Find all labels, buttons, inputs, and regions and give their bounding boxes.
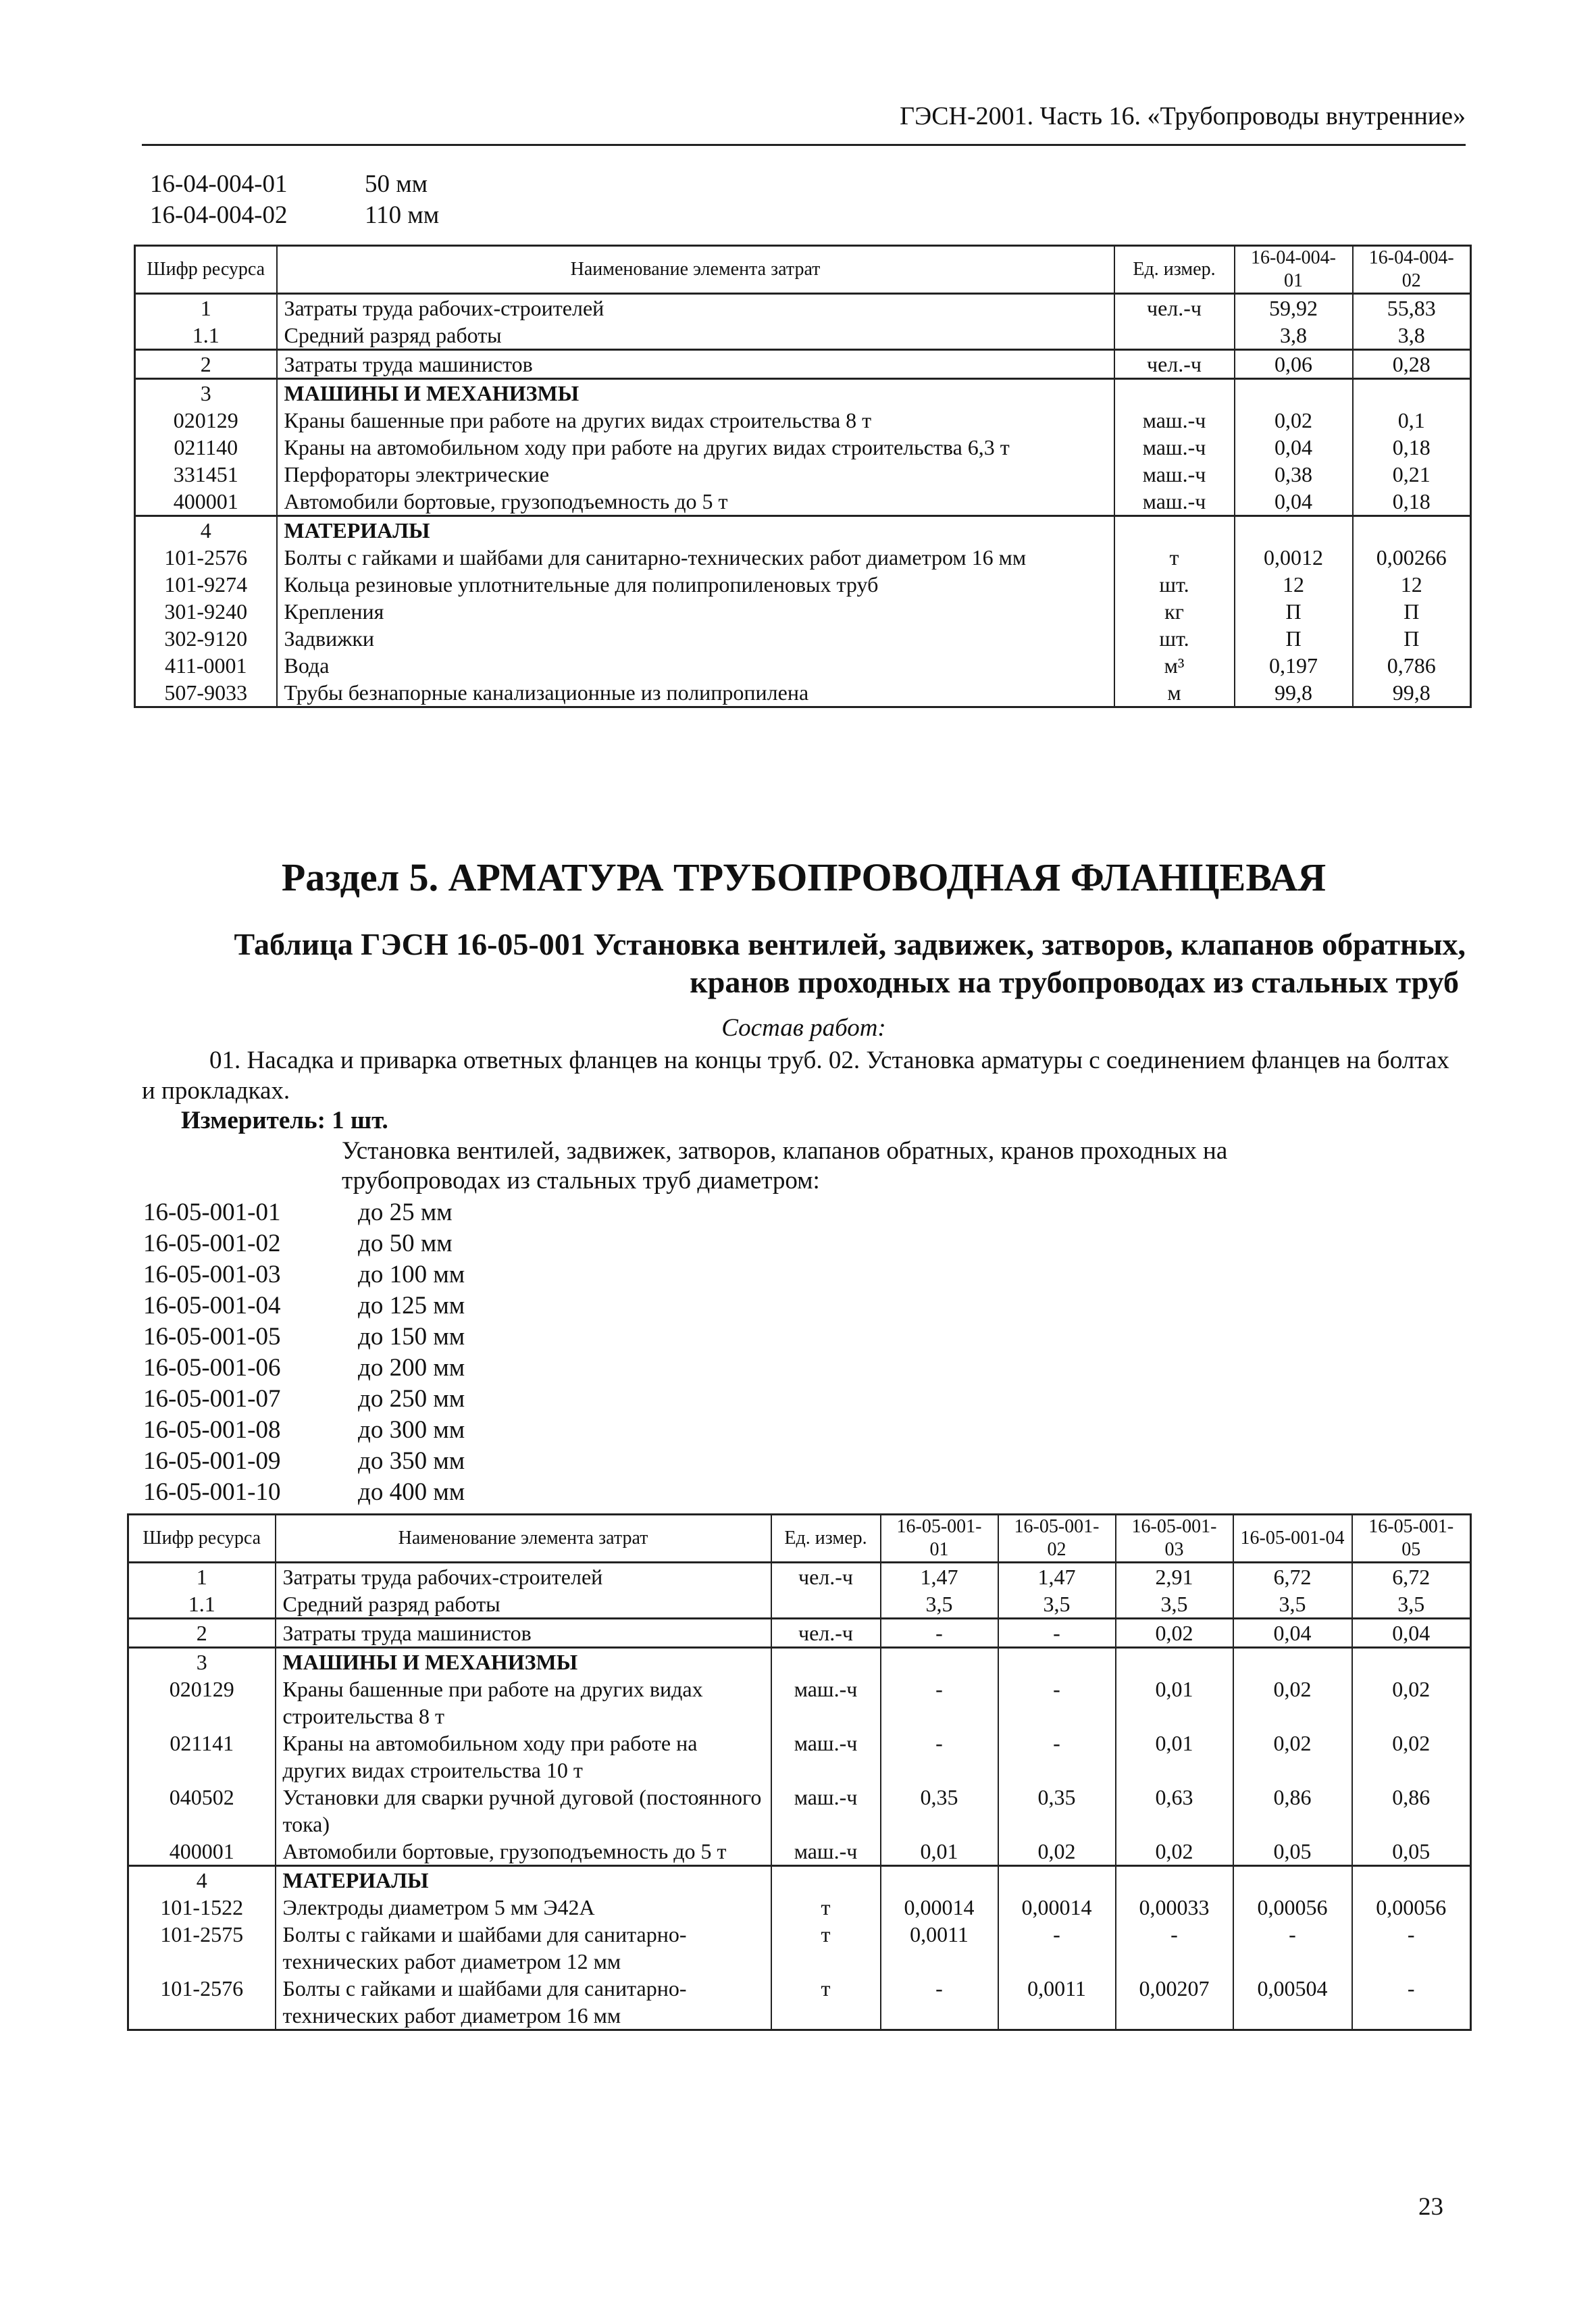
cell-unit <box>771 1590 881 1619</box>
header-code: Шифр ресурса <box>135 246 277 294</box>
cell-value: П <box>1235 598 1353 625</box>
cell-value: 0,786 <box>1353 652 1471 679</box>
cell-value: - <box>998 1676 1116 1730</box>
table-title-line1: Таблица ГЭСН 16-05-001 Установка вентилей, задвижек, затворов, клапанов обратных, <box>234 927 1466 961</box>
cell-name: Краны башенные при работе на других видах строительства 8 т <box>276 1676 771 1730</box>
resource-table-16-04-004 <box>134 245 1472 708</box>
table-row <box>135 488 1471 516</box>
cell-value <box>998 1866 1116 1894</box>
cell-name: Перфораторы электрические <box>277 461 1114 488</box>
cell-unit: чел.-ч <box>771 1563 881 1591</box>
cell-value <box>881 1648 998 1676</box>
cell-value: 6,72 <box>1352 1563 1471 1591</box>
table-row <box>128 1921 1471 1975</box>
cell-unit <box>1114 516 1235 545</box>
cell-code: 101-1522 <box>128 1894 276 1921</box>
cell-name: Средний разряд работы <box>276 1590 771 1619</box>
table-row <box>135 625 1471 652</box>
code-list-code: 16-05-001-08 <box>143 1416 281 1444</box>
cell-code: 021141 <box>128 1730 276 1784</box>
cell-value: 0,04 <box>1352 1619 1471 1648</box>
table-row <box>128 1730 1471 1784</box>
code-list-desc: до 250 мм <box>358 1385 465 1413</box>
cell-value: 0,02 <box>998 1838 1116 1866</box>
cell-value: 0,00033 <box>1116 1894 1233 1921</box>
cell-unit: маш.-ч <box>771 1730 881 1784</box>
header-col: 16-05-001-04 <box>1233 1515 1352 1563</box>
cell-value: 99,8 <box>1235 679 1353 707</box>
table-row <box>135 379 1471 407</box>
cell-code: 101-9274 <box>135 571 277 598</box>
header-unit: Ед. измер. <box>771 1515 881 1563</box>
cell-value: 0,0011 <box>998 1975 1116 2030</box>
table-row <box>128 1894 1471 1921</box>
cell-name: Задвижки <box>277 625 1114 652</box>
cell-value <box>1353 516 1471 545</box>
code-list-code: 16-05-001-02 <box>143 1230 281 1257</box>
header-col: 16-04-004-01 <box>1235 246 1353 294</box>
cell-value: 0,63 <box>1116 1784 1233 1838</box>
code-list-desc: 110 мм <box>365 201 440 229</box>
cell-name: Автомобили бортовые, грузоподъемность до 5 т <box>277 488 1114 516</box>
code-list-desc: до 300 мм <box>358 1416 465 1444</box>
cell-value: - <box>881 1975 998 2030</box>
cell-value: 0,35 <box>881 1784 998 1838</box>
cell-unit: м <box>1114 679 1235 707</box>
table-row <box>128 1619 1471 1648</box>
code-list-item <box>150 200 439 231</box>
code-list-item <box>143 1228 465 1259</box>
code-list-code: 16-05-001-05 <box>143 1323 281 1351</box>
page-number: 23 <box>1418 2193 1443 2221</box>
code-list-item <box>143 1259 465 1290</box>
cell-name: Затраты труда машинистов <box>276 1619 771 1648</box>
cell-value: 6,72 <box>1233 1563 1352 1591</box>
cell-unit: шт. <box>1114 571 1235 598</box>
cell-value <box>998 1648 1116 1676</box>
cell-value: - <box>998 1921 1116 1975</box>
cell-value: 3,5 <box>1233 1590 1352 1619</box>
cell-unit: маш.-ч <box>1114 461 1235 488</box>
cell-unit <box>771 1648 881 1676</box>
cell-value <box>1233 1866 1352 1894</box>
cell-name: Болты с гайками и шайбами для санитарно-технических работ диаметром 16 мм <box>276 1975 771 2030</box>
cell-value <box>1352 1866 1471 1894</box>
table-row <box>128 1838 1471 1866</box>
cell-unit: маш.-ч <box>1114 434 1235 461</box>
cell-value: 3,5 <box>1116 1590 1233 1619</box>
cell-value <box>1353 379 1471 407</box>
code-list-code: 16-05-001-09 <box>143 1447 281 1475</box>
cell-code: 1 <box>128 1563 276 1591</box>
cell-value: 0,00504 <box>1233 1975 1352 2030</box>
table-row <box>135 544 1471 571</box>
cell-code: 400001 <box>135 488 277 516</box>
cell-value: 0,02 <box>1352 1676 1471 1730</box>
cell-value: П <box>1353 598 1471 625</box>
cell-value: 2,91 <box>1116 1563 1233 1591</box>
cell-value: 0,197 <box>1235 652 1353 679</box>
cell-unit <box>771 1866 881 1894</box>
cell-unit: м³ <box>1114 652 1235 679</box>
cell-name: Краны башенные при работе на других видах строительства 8 т <box>277 407 1114 434</box>
cell-unit: маш.-ч <box>771 1838 881 1866</box>
cell-value: 55,83 <box>1353 294 1471 322</box>
cell-name: Установки для сварки ручной дуговой (постоянного тока) <box>276 1784 771 1838</box>
code-list-item <box>143 1290 465 1322</box>
table-row <box>128 1784 1471 1838</box>
cell-value: 0,18 <box>1353 434 1471 461</box>
table-row <box>135 322 1471 350</box>
cell-value: 0,0011 <box>881 1921 998 1975</box>
cell-unit: т <box>771 1894 881 1921</box>
code-list-16-05-001 <box>143 1197 465 1508</box>
cell-unit: шт. <box>1114 625 1235 652</box>
cell-value: 0,00207 <box>1116 1975 1233 2030</box>
cell-name: Краны на автомобильном ходу при работе на других видах строительства 10 т <box>276 1730 771 1784</box>
cell-value <box>881 1866 998 1894</box>
cell-value: 0,0012 <box>1235 544 1353 571</box>
cell-value <box>1235 516 1353 545</box>
cell-unit: чел.-ч <box>771 1619 881 1648</box>
table-row <box>135 350 1471 379</box>
cell-value: 0,02 <box>1352 1730 1471 1784</box>
composition-label: Состав работ: <box>721 1014 886 1042</box>
cell-code: 4 <box>135 516 277 545</box>
table-row <box>135 461 1471 488</box>
cell-code: 020129 <box>135 407 277 434</box>
cell-code: 2 <box>135 350 277 379</box>
cell-value: 1,47 <box>881 1563 998 1591</box>
cell-name: Электроды диаметром 5 мм Э42А <box>276 1894 771 1921</box>
cell-value: 3,5 <box>998 1590 1116 1619</box>
code-list-desc: до 150 мм <box>358 1323 465 1351</box>
cell-code: 021140 <box>135 434 277 461</box>
cell-value: 0,05 <box>1233 1838 1352 1866</box>
cell-value: 3,5 <box>1352 1590 1471 1619</box>
cell-value <box>1116 1648 1233 1676</box>
cell-value: - <box>1233 1921 1352 1975</box>
cell-name: Автомобили бортовые, грузоподъемность до 5 т <box>276 1838 771 1866</box>
cell-value: 0,86 <box>1352 1784 1471 1838</box>
work-description: 01. Насадка и приварка ответных фланцев на концы труб. 02. Установка арматуры с соединением фланцев на болтах и прокладках. <box>142 1047 1449 1105</box>
cell-value <box>1235 379 1353 407</box>
cell-value: 0,06 <box>1235 350 1353 379</box>
cell-code: 3 <box>128 1648 276 1676</box>
cell-value: 0,02 <box>1116 1838 1233 1866</box>
cell-name: Затраты труда рабочих-строителей <box>277 294 1114 322</box>
code-list-code: 16-05-001-04 <box>143 1292 281 1319</box>
cell-value: - <box>998 1730 1116 1784</box>
cell-code: 411-0001 <box>135 652 277 679</box>
header-name: Наименование элемента затрат <box>276 1515 771 1563</box>
table-title <box>142 926 1466 1001</box>
cell-value: 0,05 <box>1352 1838 1471 1866</box>
cell-code: 020129 <box>128 1676 276 1730</box>
cell-value: 0,00266 <box>1353 544 1471 571</box>
cell-name: Болты с гайками и шайбами для санитарно-технических работ диаметром 16 мм <box>277 544 1114 571</box>
cell-value: 0,00014 <box>881 1894 998 1921</box>
cell-value: 0,18 <box>1353 488 1471 516</box>
cell-value: - <box>881 1676 998 1730</box>
cell-value: 0,1 <box>1353 407 1471 434</box>
cell-unit: т <box>771 1975 881 2030</box>
code-list-item <box>143 1353 465 1384</box>
code-list-code: 16-05-001-10 <box>143 1478 281 1506</box>
header-col: 16-05-001-02 <box>998 1515 1116 1563</box>
cell-value: - <box>1352 1975 1471 2030</box>
cell-value: 0,04 <box>1235 488 1353 516</box>
cell-code: 4 <box>128 1866 276 1894</box>
header-col: 16-05-001-01 <box>881 1515 998 1563</box>
table-row <box>128 1975 1471 2030</box>
cell-value: 0,00056 <box>1233 1894 1352 1921</box>
cell-unit: т <box>771 1921 881 1975</box>
table-row <box>135 434 1471 461</box>
intro-text: Установка вентилей, задвижек, затворов, клапанов обратных, кранов проходных на трубопроводах из стальных труб диаметром: <box>342 1137 1228 1194</box>
cell-code: 302-9120 <box>135 625 277 652</box>
cell-name: Крепления <box>277 598 1114 625</box>
cell-value: 0,35 <box>998 1784 1116 1838</box>
top-code-list <box>150 169 439 231</box>
code-list-item <box>143 1446 465 1477</box>
table-row <box>128 1590 1471 1619</box>
cell-name: Затраты труда рабочих-строителей <box>276 1563 771 1591</box>
cell-code: 101-2576 <box>128 1975 276 2030</box>
header-col: 16-05-001-03 <box>1116 1515 1233 1563</box>
code-list-code: 16-05-001-01 <box>143 1199 281 1226</box>
cell-value: 0,01 <box>1116 1676 1233 1730</box>
cell-unit: маш.-ч <box>771 1676 881 1730</box>
cell-unit <box>1114 379 1235 407</box>
cell-value: 0,04 <box>1233 1619 1352 1648</box>
code-list-item <box>150 169 439 200</box>
running-header: ГЭСН-2001. Часть 16. «Трубопроводы внутренние» <box>900 102 1466 130</box>
code-list-desc: 50 мм <box>365 170 428 198</box>
code-list-desc: до 50 мм <box>358 1230 453 1257</box>
code-list-code: 16-05-001-07 <box>143 1385 281 1413</box>
table-row <box>135 294 1471 322</box>
table-row <box>135 652 1471 679</box>
cell-name: Средний разряд работы <box>277 322 1114 350</box>
cell-value: 0,28 <box>1353 350 1471 379</box>
cell-code: 331451 <box>135 461 277 488</box>
cell-value: 99,8 <box>1353 679 1471 707</box>
section-title: Раздел 5. АРМАТУРА ТРУБОПРОВОДНАЯ ФЛАНЦЕВАЯ <box>281 855 1327 899</box>
cell-unit <box>1114 322 1235 350</box>
cell-unit: маш.-ч <box>1114 407 1235 434</box>
header-col: 16-04-004-02 <box>1353 246 1471 294</box>
cell-code: 1 <box>135 294 277 322</box>
cell-name: МАТЕРИАЛЫ <box>277 516 1114 545</box>
cell-value: 0,02 <box>1233 1730 1352 1784</box>
cell-value: 3,8 <box>1353 322 1471 350</box>
header-unit: Ед. измер. <box>1114 246 1235 294</box>
code-list-item <box>143 1322 465 1353</box>
table-row <box>135 598 1471 625</box>
code-list-desc: до 200 мм <box>358 1354 465 1382</box>
cell-value: 0,38 <box>1235 461 1353 488</box>
code-list-code: 16-04-004-01 <box>150 170 288 198</box>
cell-value: 0,02 <box>1116 1619 1233 1648</box>
table-row <box>128 1676 1471 1730</box>
cell-name: Болты с гайками и шайбами для санитарно-технических работ диаметром 12 мм <box>276 1921 771 1975</box>
table-row <box>128 1866 1471 1894</box>
table-row <box>128 1648 1471 1676</box>
header-rule <box>142 144 1466 146</box>
cell-value: - <box>881 1730 998 1784</box>
code-list-desc: до 350 мм <box>358 1447 465 1475</box>
cell-value <box>1116 1866 1233 1894</box>
cell-value: 0,04 <box>1235 434 1353 461</box>
cell-value: - <box>1352 1921 1471 1975</box>
cell-value: - <box>1116 1921 1233 1975</box>
code-list-desc: до 100 мм <box>358 1261 465 1288</box>
code-list-item <box>143 1415 465 1446</box>
cell-code: 3 <box>135 379 277 407</box>
cell-value <box>1352 1648 1471 1676</box>
code-list-code: 16-04-004-02 <box>150 201 288 229</box>
cell-unit: маш.-ч <box>771 1784 881 1838</box>
cell-code: 507-9033 <box>135 679 277 707</box>
cell-value: 3,5 <box>881 1590 998 1619</box>
header-name: Наименование элемента затрат <box>277 246 1114 294</box>
cell-value: 0,02 <box>1235 407 1353 434</box>
cell-value <box>1233 1648 1352 1676</box>
cell-code: 101-2576 <box>135 544 277 571</box>
code-list-item <box>143 1197 465 1228</box>
code-list-item <box>143 1477 465 1508</box>
table-row <box>135 679 1471 707</box>
cell-name: Затраты труда машинистов <box>277 350 1114 379</box>
cell-value: П <box>1235 625 1353 652</box>
cell-name: МАТЕРИАЛЫ <box>276 1866 771 1894</box>
table-row <box>135 516 1471 545</box>
resource-table-16-05-001 <box>127 1513 1472 2031</box>
cell-value: 0,00014 <box>998 1894 1116 1921</box>
cell-value: 12 <box>1235 571 1353 598</box>
cell-value: 0,86 <box>1233 1784 1352 1838</box>
cell-unit: чел.-ч <box>1114 294 1235 322</box>
cell-value: 0,01 <box>881 1838 998 1866</box>
code-list-desc: до 125 мм <box>358 1292 465 1319</box>
cell-value: 0,00056 <box>1352 1894 1471 1921</box>
table-title-line2: кранов проходных на трубопроводах из стальных труб <box>690 965 1459 999</box>
cell-value: 0,02 <box>1233 1676 1352 1730</box>
table-row <box>135 571 1471 598</box>
cell-value: 0,21 <box>1353 461 1471 488</box>
cell-code: 040502 <box>128 1784 276 1838</box>
code-list-desc: до 25 мм <box>358 1199 453 1226</box>
cell-name: Кольца резиновые уплотнительные для полипропиленовых труб <box>277 571 1114 598</box>
cell-name: Краны на автомобильном ходу при работе на других видах строительства 6,3 т <box>277 434 1114 461</box>
cell-value: 59,92 <box>1235 294 1353 322</box>
cell-value: 1,47 <box>998 1563 1116 1591</box>
cell-code: 301-9240 <box>135 598 277 625</box>
cell-value: 12 <box>1353 571 1471 598</box>
cell-name: МАШИНЫ И МЕХАНИЗМЫ <box>277 379 1114 407</box>
cell-code: 1.1 <box>135 322 277 350</box>
cell-value: - <box>881 1619 998 1648</box>
cell-unit: чел.-ч <box>1114 350 1235 379</box>
code-list-desc: до 400 мм <box>358 1478 465 1506</box>
header-code: Шифр ресурса <box>128 1515 276 1563</box>
cell-name: МАШИНЫ И МЕХАНИЗМЫ <box>276 1648 771 1676</box>
cell-code: 400001 <box>128 1838 276 1866</box>
header-col: 16-05-001-05 <box>1352 1515 1471 1563</box>
measure-unit: Измеритель: 1 шт. <box>181 1107 388 1134</box>
cell-name: Трубы безнапорные канализационные из полипропилена <box>277 679 1114 707</box>
code-list-code: 16-05-001-03 <box>143 1261 281 1288</box>
code-list-item <box>143 1384 465 1415</box>
table-row <box>128 1563 1471 1591</box>
cell-unit: маш.-ч <box>1114 488 1235 516</box>
cell-value: 0,01 <box>1116 1730 1233 1784</box>
cell-unit: кг <box>1114 598 1235 625</box>
cell-code: 101-2575 <box>128 1921 276 1975</box>
cell-code: 1.1 <box>128 1590 276 1619</box>
cell-value: 3,8 <box>1235 322 1353 350</box>
cell-name: Вода <box>277 652 1114 679</box>
cell-unit: т <box>1114 544 1235 571</box>
cell-code: 2 <box>128 1619 276 1648</box>
table-row <box>135 407 1471 434</box>
cell-value: - <box>998 1619 1116 1648</box>
code-list-code: 16-05-001-06 <box>143 1354 281 1382</box>
cell-value: П <box>1353 625 1471 652</box>
